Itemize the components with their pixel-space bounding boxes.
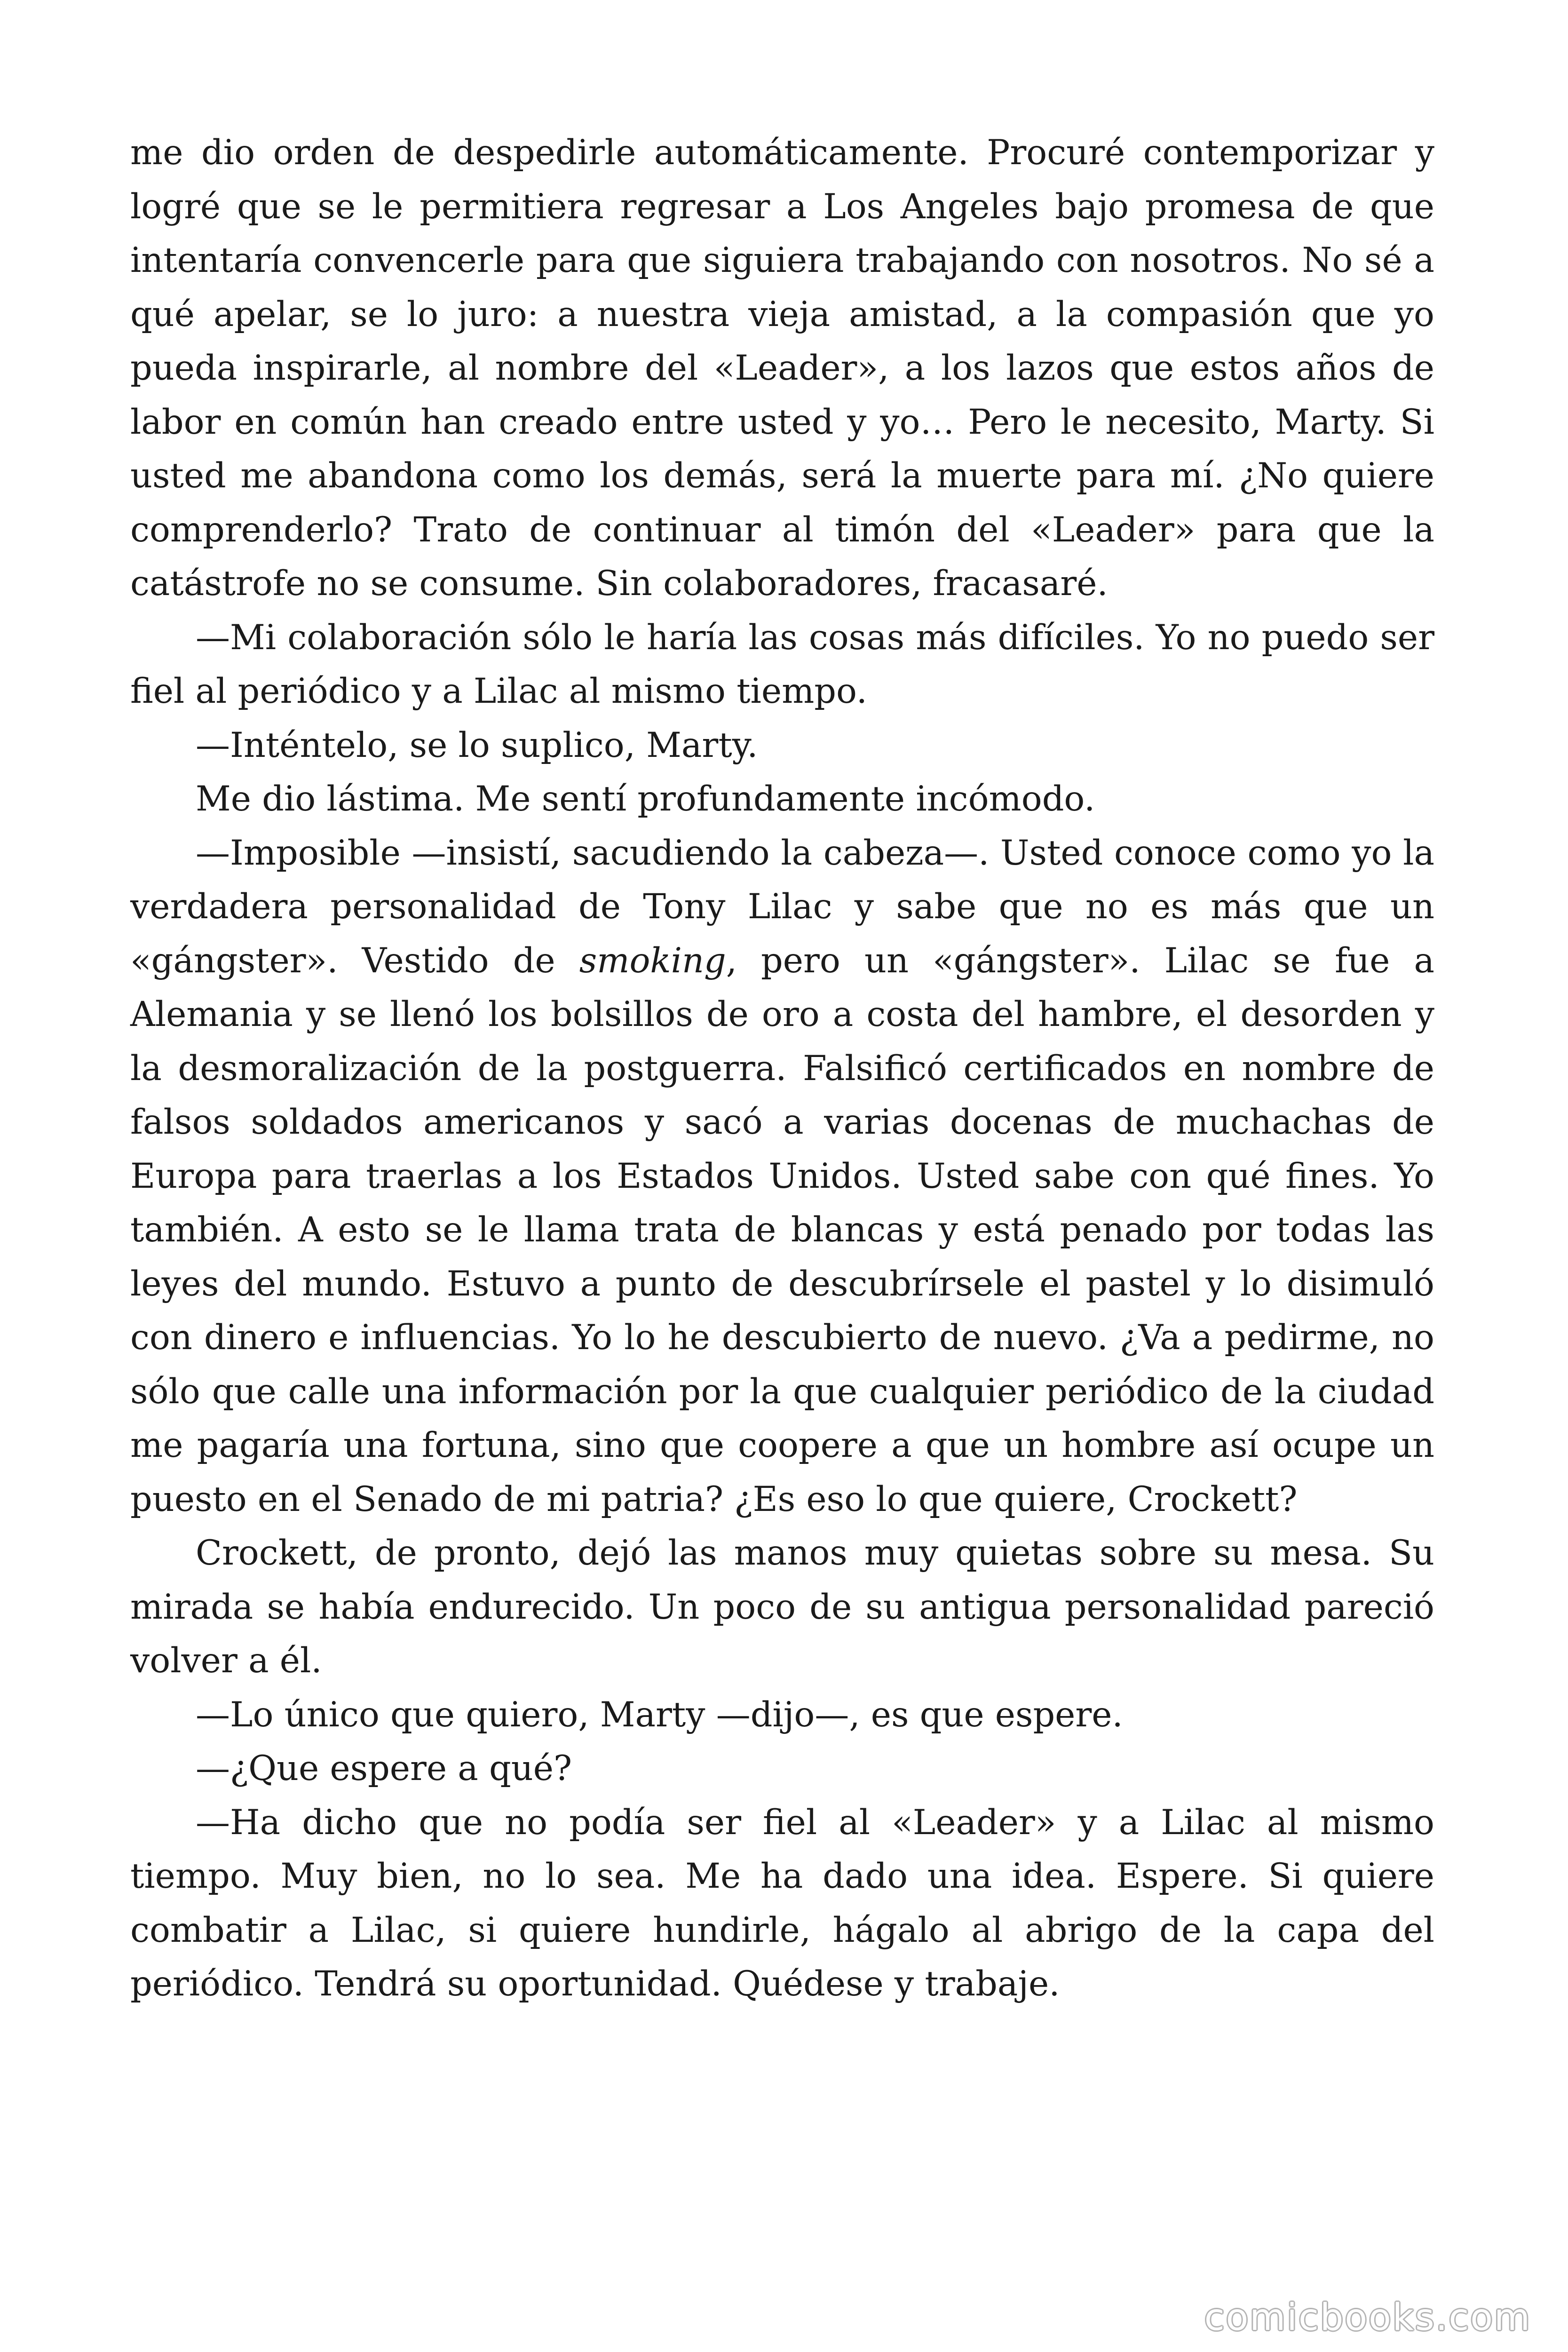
- paragraph-8: —¿Que espere a qué?: [196, 1748, 572, 1788]
- paragraph-1: me dio orden de despedirle automáticamente. Procuré contemporizar y logré que se le permitiera regresar a Los Angeles bajo promesa de que intentaría convencerle para que siguiera trabajando con nosotros. No sé a qué apelar, se lo juro: a nuestra vieja amistad, a la compasión que yo pueda inspirarle, al nombre del «Leader», a los lazos que estos años de labor en común han creado entre usted y yo… Pero le necesito, Marty. Si usted me abandona como los demás, será la muerte para mí. ¿No quiere comprenderlo? Trato de continuar al timón del «Leader» para que la catástrofe no se consume. Sin colaboradores, fracasaré.: [130, 133, 1434, 604]
- paragraph-5-italic: smoking: [579, 940, 726, 981]
- paragraph-7: —Lo único que quiero, Marty —dijo—, es que espere.: [196, 1694, 1123, 1735]
- page-body: [130, 126, 1434, 2011]
- paragraph-5-before: —Imposible —insistí, sacudiendo la cabeza—. Usted conoce como yo la verdadera personalidad de Tony Lilac y sabe que no es más que un «gángster». Vestido de: [130, 833, 1434, 981]
- paragraph-6: Crockett, de pronto, dejó las manos muy quietas sobre su mesa. Su mirada se había endurecido. Un poco de su antigua personalidad pareció volver a él.: [130, 1533, 1434, 1681]
- watermark: comicbooks.com: [1204, 2296, 1531, 2339]
- paragraph-4: Me dio lástima. Me sentí profundamente incómodo.: [196, 779, 1095, 819]
- paragraph-9: —Ha dicho que no podía ser fiel al «Leader» y a Lilac al mismo tiempo. Muy bien, no lo sea. Me ha dado una idea. Espere. Si quiere combatir a Lilac, si quiere hundirle, hágalo al abrigo de la capa del periódico. Tendrá su oportunidad. Quédese y trabaje.: [130, 1802, 1434, 2004]
- paragraph-5: [130, 826, 1434, 1527]
- paragraph-5-after: , pero un «gángster». Lilac se fue a Alemania y se llenó los bolsillos de oro a costa del hambre, el desorden y la desmoralización de la postguerra. Falsificó certificados en nombre de falsos soldados americanos y sacó a varias docenas de muchachas de Europa para traerlas a los Estados Unidos. Usted sabe con qué fines. Yo también. A esto se le llama trata de blancas y está penado por todas las leyes del mundo. Estuvo a punto de descubrírsele el pastel y lo disimuló con dinero e influencias. Yo lo he descubierto de nuevo. ¿Va a pedirme, no sólo que calle una información por la que cualquier periódico de la ciudad me pagaría una fortuna, sino que coopere a que un hombre así ocupe un puesto en el Senado de mi patria? ¿Es eso lo que quiere, Crockett?: [130, 940, 1434, 1519]
- paragraph-2: —Mi colaboración sólo le haría las cosas más difíciles. Yo no puedo ser fiel al periódico y a Lilac al mismo tiempo.: [130, 617, 1434, 711]
- paragraph-3: —Inténtelo, se lo suplico, Marty.: [196, 725, 758, 765]
